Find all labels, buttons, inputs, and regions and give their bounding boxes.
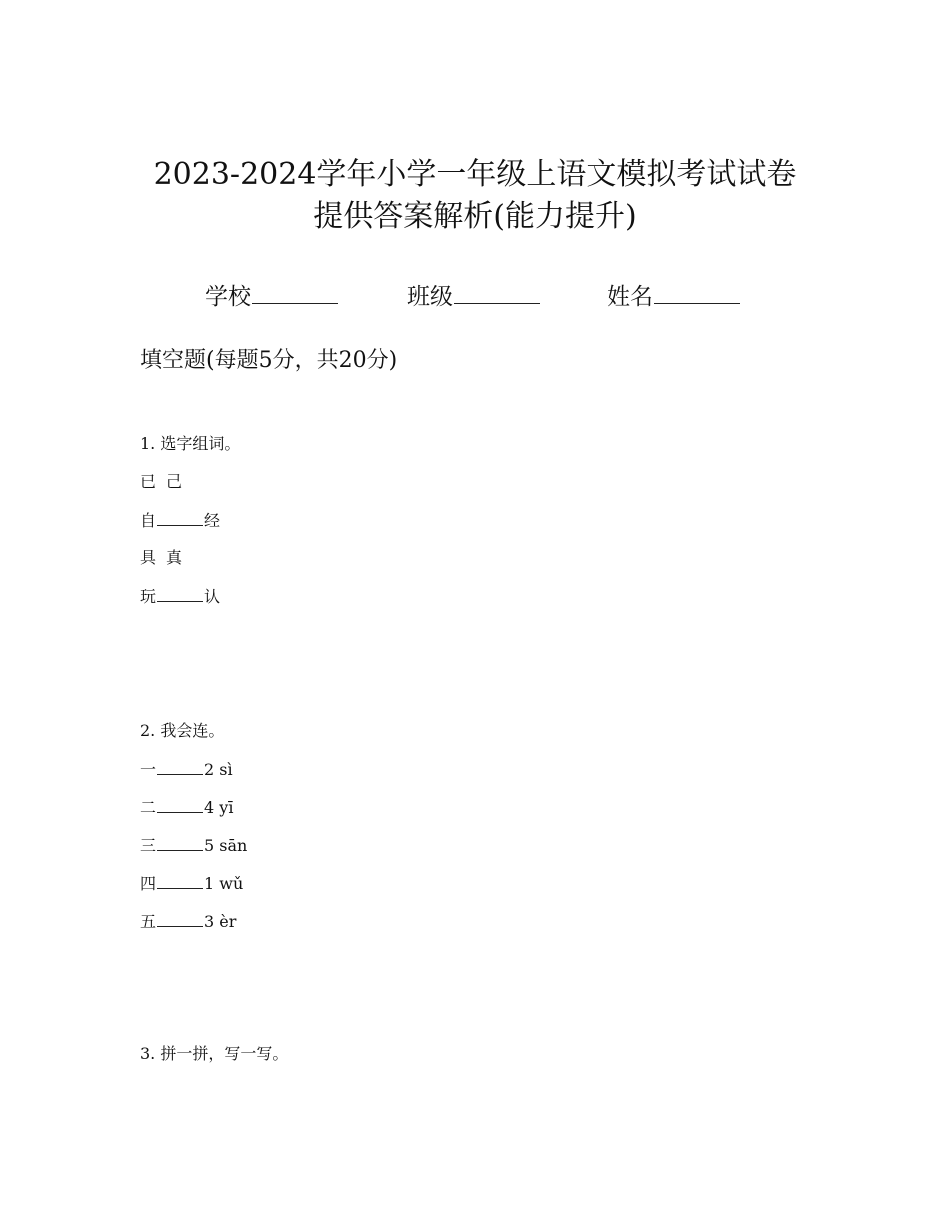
class-label: 班级 [407, 284, 453, 310]
q2-row-left: 一 [140, 760, 157, 779]
class-field [407, 277, 540, 314]
section-title: 填空题(每题5分，共20分) [140, 348, 398, 373]
q2-row [140, 834, 247, 857]
q1-option-b: 己 [166, 472, 183, 491]
name-label: 姓名 [607, 284, 653, 310]
q2-row-right: 3 èr [204, 912, 237, 931]
q1-row-2-left: 玩 [140, 587, 157, 606]
q1-option-c: 具 [140, 548, 157, 567]
q2-row [140, 872, 243, 895]
q2-row-blank[interactable] [157, 834, 203, 851]
q2-row-blank[interactable] [157, 910, 203, 927]
q1-row-1-right: 经 [204, 511, 221, 530]
q2-row-blank[interactable] [157, 758, 203, 775]
q2-row-right: 4 yī [204, 798, 234, 817]
q2-prompt: 2. 我会连。 [140, 721, 225, 740]
q1-row-2 [140, 585, 220, 608]
q2-row-left: 五 [140, 912, 157, 931]
q1-option-d: 真 [166, 548, 183, 567]
exam-title-line-2: 提供答案解析(能力提升) [313, 199, 637, 234]
q3-prompt: 3. 拼一拼，写一写。 [140, 1044, 289, 1063]
q1-row-1 [140, 509, 220, 532]
q2-row-blank[interactable] [157, 872, 203, 889]
q2-row-right: 2 sì [204, 760, 233, 779]
q2-row [140, 758, 233, 781]
student-info-row [205, 277, 765, 311]
q1-row-1-left: 自 [140, 511, 157, 530]
name-field [607, 277, 740, 314]
q1-row-1-blank[interactable] [157, 509, 203, 526]
name-blank[interactable] [654, 277, 740, 304]
q2-row-left: 二 [140, 798, 157, 817]
q1-row-2-right: 认 [204, 587, 221, 606]
q1-option-a: 已 [140, 472, 157, 491]
q2-row-left: 三 [140, 836, 157, 855]
school-blank[interactable] [252, 277, 338, 304]
q1-options-2 [140, 547, 182, 569]
q1-row-2-blank[interactable] [157, 585, 203, 602]
q2-row-left: 四 [140, 874, 157, 893]
school-field [205, 277, 338, 314]
q1-prompt: 1. 选字组词。 [140, 434, 241, 453]
school-label: 学校 [205, 284, 251, 310]
q2-row-right: 1 wǔ [204, 874, 244, 893]
class-blank[interactable] [454, 277, 540, 304]
q2-row-right: 5 sān [204, 836, 248, 855]
exam-title-line-1: 2023-2024学年小学一年级上语文模拟考试试卷 [153, 157, 797, 192]
q2-row [140, 796, 233, 819]
q1-options-1 [140, 471, 182, 493]
q2-row-blank[interactable] [157, 796, 203, 813]
q2-row [140, 910, 236, 933]
